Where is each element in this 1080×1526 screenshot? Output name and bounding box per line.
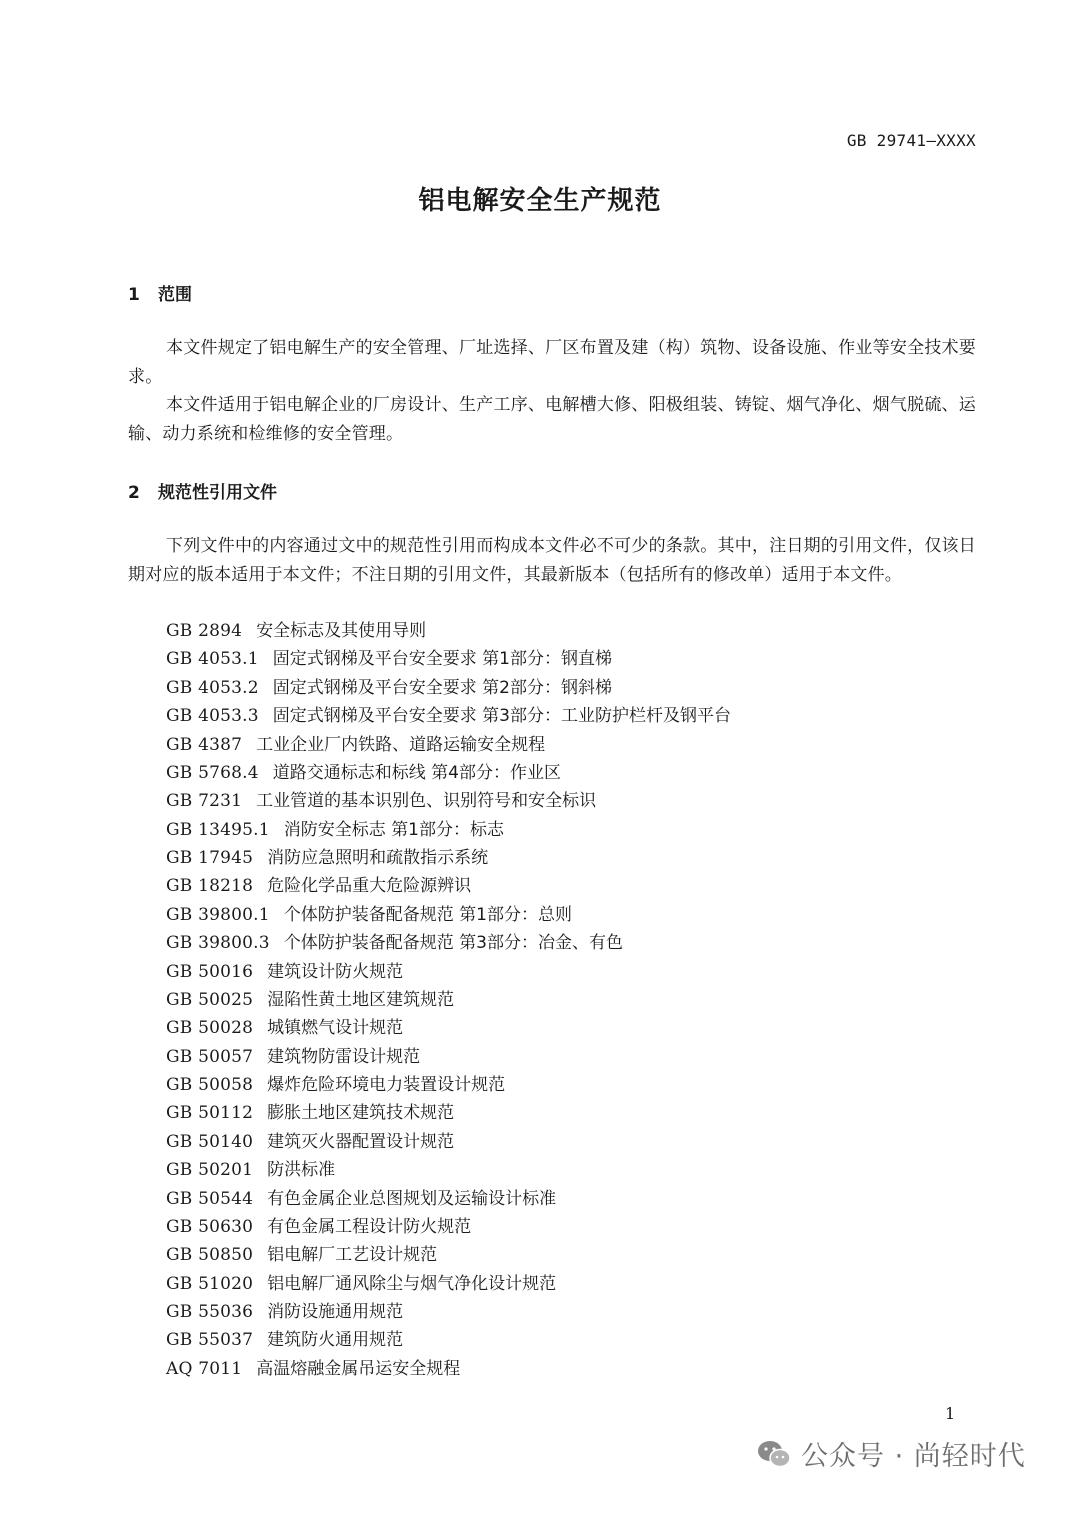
reference-title: 个体防护装备配备规范 第3部分：冶金、有色 bbox=[283, 933, 624, 954]
reference-item bbox=[166, 645, 731, 673]
reference-code: GB 50850 bbox=[166, 1245, 254, 1266]
section-number: 2 bbox=[128, 483, 140, 503]
reference-title: 铝电解厂工艺设计规范 bbox=[267, 1245, 438, 1266]
reference-code: GB 13495.1 bbox=[166, 819, 270, 840]
reference-item bbox=[166, 986, 731, 1014]
reference-item bbox=[166, 1128, 731, 1156]
section-heading-scope bbox=[128, 280, 192, 305]
reference-code: GB 50016 bbox=[166, 961, 254, 982]
reference-title: 工业企业厂内铁路、道路运输安全规程 bbox=[256, 734, 546, 755]
reference-item bbox=[166, 1241, 731, 1269]
reference-item bbox=[166, 901, 731, 929]
reference-code: GB 55036 bbox=[166, 1302, 254, 1322]
reference-item bbox=[166, 617, 731, 645]
reference-code: GB 50201 bbox=[166, 1160, 254, 1181]
reference-code: AQ 7011 bbox=[166, 1358, 243, 1379]
reference-code: GB 50028 bbox=[166, 1018, 254, 1039]
reference-item bbox=[166, 929, 731, 957]
document-title: 铝电解安全生产规范 bbox=[418, 186, 662, 216]
reference-title: 高温熔融金属吊运安全规程 bbox=[256, 1358, 461, 1379]
reference-title: 个体防护装备配备规范 第1部分：总则 bbox=[283, 904, 573, 925]
watermark bbox=[757, 1434, 1026, 1473]
reference-item bbox=[166, 1099, 731, 1127]
reference-item bbox=[166, 674, 731, 702]
reference-title: 湿陷性黄土地区建筑规范 bbox=[267, 989, 455, 1010]
scope-paragraph-2: 本文件适用于铝电解企业的厂房设计、生产工序、电解槽大修、阳极组装、铸锭、烟气净化、烟气脱硫、运输、动力系统和检维修的安全管理。 bbox=[128, 395, 976, 444]
reference-title: 消防安全标志 第1部分：标志 bbox=[283, 819, 505, 840]
reference-title: 建筑灭火器配置设计规范 bbox=[267, 1131, 455, 1152]
reference-title: 建筑设计防火规范 bbox=[267, 961, 404, 982]
reference-list bbox=[166, 617, 731, 1383]
reference-code: GB 2894 bbox=[166, 621, 243, 641]
reference-title: 有色金属企业总图规划及运输设计标准 bbox=[267, 1188, 557, 1209]
reference-title: 防洪标准 bbox=[267, 1160, 336, 1181]
section-title: 范围 bbox=[158, 285, 192, 305]
reference-item bbox=[166, 844, 731, 872]
reference-item bbox=[166, 958, 731, 986]
section-title: 规范性引用文件 bbox=[158, 483, 277, 503]
reference-code: GB 55037 bbox=[166, 1330, 254, 1351]
reference-item bbox=[166, 1185, 731, 1213]
reference-title: 消防设施通用规范 bbox=[267, 1302, 404, 1322]
reference-item bbox=[166, 1071, 731, 1099]
reference-item bbox=[166, 702, 731, 730]
reference-title: 危险化学品重大危险源辨识 bbox=[267, 876, 472, 897]
references-intro-paragraph: 下列文件中的内容通过文中的规范性引用而构成本文件必不可少的条款。其中，注日期的引用文件，仅该日期对应的版本适用于本文件；不注日期的引用文件，其最新版本（包括所有的修改单）适用于本文件。 bbox=[128, 536, 976, 585]
reference-code: GB 50057 bbox=[166, 1046, 254, 1067]
reference-code: GB 39800.1 bbox=[166, 904, 270, 925]
reference-title: 消防应急照明和疏散指示系统 bbox=[267, 848, 489, 868]
reference-title: 固定式钢梯及平台安全要求 第1部分：钢直梯 bbox=[272, 649, 612, 670]
reference-code: GB 50058 bbox=[166, 1075, 254, 1095]
reference-title: 城镇燃气设计规范 bbox=[267, 1018, 404, 1039]
reference-code: GB 4053.1 bbox=[166, 649, 259, 670]
standard-code: GB 29741—XXXX bbox=[846, 131, 976, 150]
reference-code: GB 50140 bbox=[166, 1131, 254, 1152]
reference-title: 建筑防火通用规范 bbox=[267, 1330, 404, 1351]
reference-title: 有色金属工程设计防火规范 bbox=[267, 1216, 472, 1237]
reference-code: GB 50630 bbox=[166, 1216, 254, 1237]
reference-title: 工业管道的基本识别色、识别符号和安全标识 bbox=[256, 791, 597, 812]
reference-title: 固定式钢梯及平台安全要求 第2部分：钢斜梯 bbox=[272, 677, 612, 698]
reference-code: GB 7231 bbox=[166, 791, 243, 812]
reference-item bbox=[166, 759, 731, 787]
reference-code: GB 5768.4 bbox=[166, 762, 259, 783]
page-number: 1 bbox=[945, 1404, 956, 1423]
wechat-icon bbox=[757, 1439, 791, 1469]
reference-code: GB 50544 bbox=[166, 1188, 254, 1209]
reference-code: GB 4053.3 bbox=[166, 706, 259, 727]
scope-paragraph-1: 本文件规定了铝电解生产的安全管理、厂址选择、厂区布置及建（构）筑物、设备设施、作业等安全技术要求。 bbox=[128, 338, 976, 387]
reference-code: GB 39800.3 bbox=[166, 933, 270, 954]
reference-item bbox=[166, 787, 731, 815]
reference-title: 膨胀土地区建筑技术规范 bbox=[267, 1103, 455, 1124]
reference-title: 建筑物防雷设计规范 bbox=[267, 1046, 421, 1067]
reference-code: GB 50112 bbox=[166, 1103, 254, 1124]
reference-title: 爆炸危险环境电力装置设计规范 bbox=[267, 1075, 506, 1095]
reference-item bbox=[166, 1043, 731, 1071]
reference-code: GB 18218 bbox=[166, 876, 254, 897]
reference-item bbox=[166, 1326, 731, 1354]
reference-item bbox=[166, 1213, 731, 1241]
section-heading-normative-references bbox=[128, 478, 277, 503]
reference-item bbox=[166, 1355, 731, 1383]
reference-item bbox=[166, 872, 731, 900]
reference-item bbox=[166, 1298, 731, 1326]
reference-title: 道路交通标志和标线 第4部分：作业区 bbox=[272, 762, 561, 783]
reference-item bbox=[166, 1014, 731, 1042]
reference-code: GB 4053.2 bbox=[166, 677, 259, 698]
reference-title: 铝电解厂通风除尘与烟气净化设计规范 bbox=[267, 1273, 557, 1294]
section-number: 1 bbox=[128, 285, 140, 305]
reference-item bbox=[166, 816, 731, 844]
reference-code: GB 51020 bbox=[166, 1273, 254, 1294]
reference-code: GB 4387 bbox=[166, 734, 243, 755]
reference-item bbox=[166, 731, 731, 759]
reference-title: 固定式钢梯及平台安全要求 第3部分：工业防护栏杆及钢平台 bbox=[272, 706, 731, 727]
reference-title: 安全标志及其使用导则 bbox=[256, 621, 427, 641]
reference-item bbox=[166, 1156, 731, 1184]
reference-code: GB 50025 bbox=[166, 989, 254, 1010]
reference-code: GB 17945 bbox=[166, 848, 254, 868]
watermark-text: 公众号 · 尚轻时代 bbox=[801, 1441, 1026, 1472]
reference-item bbox=[166, 1270, 731, 1298]
